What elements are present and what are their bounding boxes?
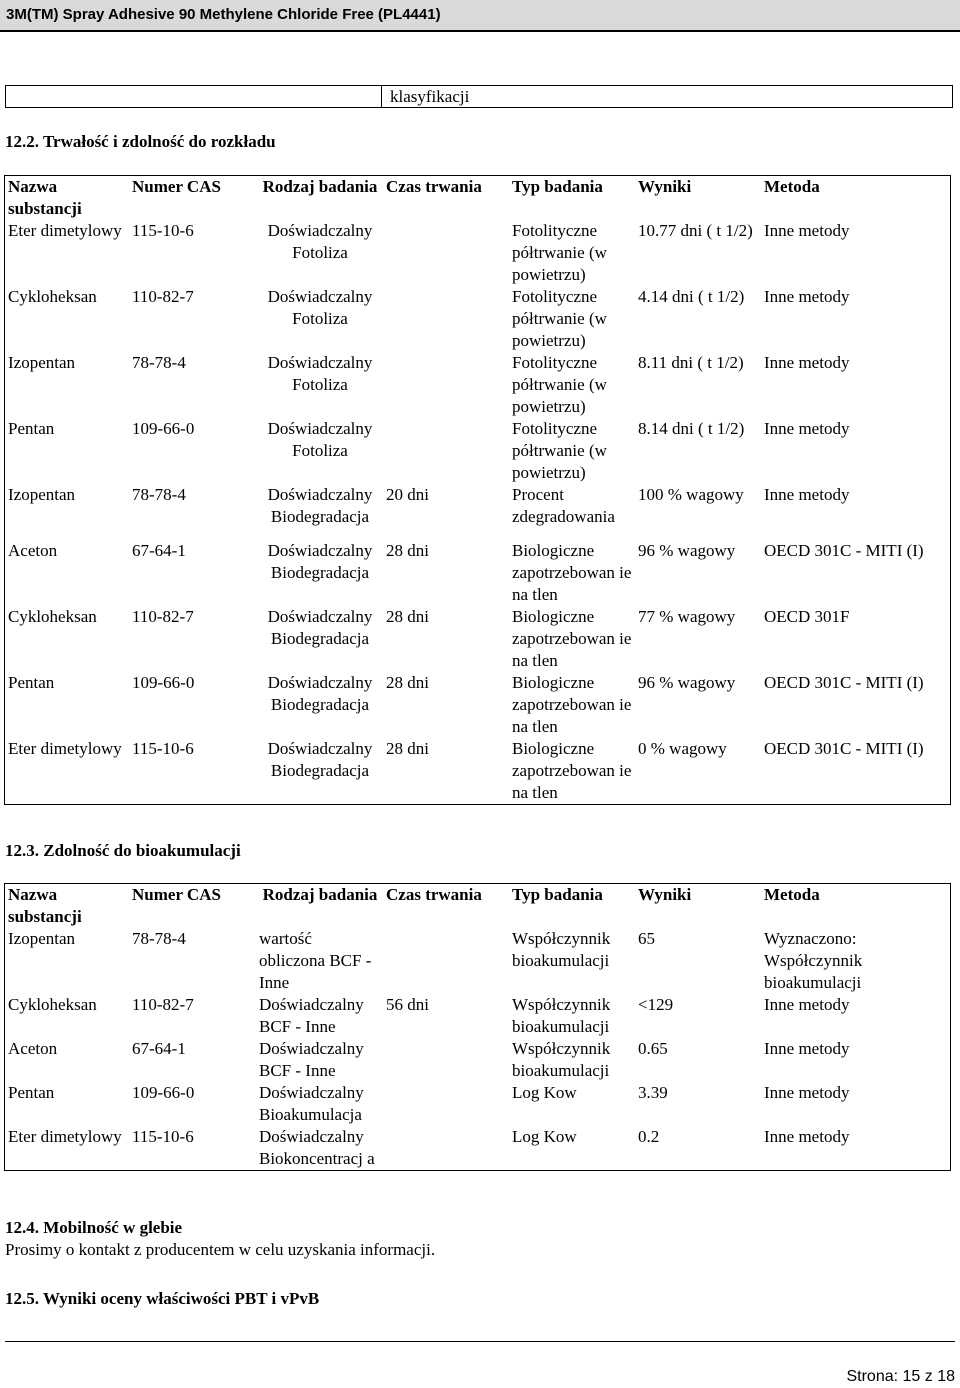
column-header: Czas trwania (386, 177, 482, 196)
substance-name-cell: Cykloheksan (8, 607, 97, 626)
bioaccumulation-table (4, 883, 951, 1171)
test-type-cell: Procent zdegradowania (512, 485, 615, 526)
substance-name-cell: Izopentan (8, 353, 76, 372)
method-cell: Inne metody (764, 1039, 850, 1058)
method-cell: Inne metody (764, 1127, 850, 1146)
cas-number-cell: 78-78-4 (132, 353, 186, 372)
result-cell: 100 % wagowy (638, 485, 744, 504)
method-cell: OECD 301C - MITI (I) (764, 541, 924, 560)
classification-row-box (5, 85, 953, 108)
degradation-table (4, 175, 951, 805)
cas-number-cell: 110-82-7 (132, 287, 194, 306)
test-type-cell: Współczynnik bioakumulacji (512, 929, 611, 970)
column-header: Rodzaj badania (262, 885, 378, 904)
substance-name-cell: Eter dimetylowy (8, 221, 122, 240)
cas-number-cell: 110-82-7 (132, 995, 194, 1014)
duration-cell: 56 dni (386, 995, 429, 1014)
duration-cell (383, 418, 509, 484)
result-cell: 0 % wagowy (638, 739, 727, 758)
table-row (5, 994, 950, 1038)
result-cell: 3.39 (638, 1083, 668, 1102)
table-row (5, 1126, 950, 1170)
document-header (0, 0, 960, 32)
substance-name-cell: Cykloheksan (8, 287, 97, 306)
test-kind-cell: wartość obliczona BCF - Inne (259, 929, 372, 992)
test-type-cell: Log Kow (512, 1083, 577, 1102)
test-kind-cell: Doświadczalny Biokoncentracj a (259, 1127, 375, 1168)
column-header: Rodzaj badania (262, 177, 378, 196)
table-row (5, 352, 950, 418)
substance-name-cell: Pentan (8, 419, 55, 438)
cas-number-cell: 67-64-1 (132, 1039, 186, 1058)
cas-number-cell: 110-82-7 (132, 607, 194, 626)
method-cell: Inne metody (764, 287, 850, 306)
table-row (5, 928, 950, 994)
table-row (5, 286, 950, 352)
page-number: Strona: 15 z 18 (846, 1368, 955, 1385)
method-cell: OECD 301F (764, 607, 850, 626)
substance-name-cell: Aceton (8, 541, 58, 560)
table-row (5, 1082, 950, 1126)
duration-cell (383, 220, 509, 286)
test-kind-cell: Doświadczalny Bioakumulacja (259, 1083, 364, 1124)
result-cell: 0.65 (638, 1039, 668, 1058)
duration-cell (383, 1082, 509, 1126)
test-kind-cell: Doświadczalny Biodegradacja (267, 607, 373, 648)
table-row (5, 738, 950, 804)
column-header: Nazwa substancji (8, 885, 82, 926)
table-row (5, 484, 950, 528)
method-cell: Inne metody (764, 485, 850, 504)
test-kind-cell: Doświadczalny Fotoliza (267, 221, 373, 262)
method-cell: Inne metody (764, 995, 850, 1014)
cas-number-cell: 109-66-0 (132, 419, 195, 438)
cas-number-cell: 78-78-4 (132, 929, 186, 948)
substance-name-cell: Aceton (8, 1039, 58, 1058)
cas-number-cell: 115-10-6 (132, 1127, 194, 1146)
test-type-cell: Biologiczne zapotrzebowan ie na tlen (512, 673, 632, 736)
cas-number-cell: 109-66-0 (132, 1083, 195, 1102)
duration-cell (383, 1126, 509, 1170)
test-type-cell: Fotolityczne półtrwanie (w powietrzu) (512, 287, 607, 350)
substance-name-cell: Pentan (8, 673, 55, 692)
cas-number-cell: 67-64-1 (132, 541, 186, 560)
method-cell: Wyznaczono: Współczynnik bioakumulacji (764, 929, 863, 992)
section-12-3-heading: 12.3. Zdolność do bioakumulacji (5, 841, 241, 860)
result-cell: 0.2 (638, 1127, 660, 1146)
substance-name-cell: Eter dimetylowy (8, 1127, 122, 1146)
duration-cell: 28 dni (386, 607, 429, 626)
column-header: Wyniki (638, 177, 692, 196)
test-type-cell: Fotolityczne półtrwanie (w powietrzu) (512, 221, 607, 284)
test-type-cell: Fotolityczne półtrwanie (w powietrzu) (512, 419, 607, 482)
result-cell: 8.14 dni ( t 1/2) (638, 419, 745, 438)
method-cell: Inne metody (764, 353, 850, 372)
method-cell: OECD 301C - MITI (I) (764, 739, 924, 758)
table-row (5, 220, 950, 286)
test-type-cell: Współczynnik bioakumulacji (512, 995, 611, 1036)
duration-cell (383, 1038, 509, 1082)
method-cell: Inne metody (764, 419, 850, 438)
result-cell: 10.77 dni ( t 1/2) (638, 221, 753, 240)
test-type-cell: Biologiczne zapotrzebowan ie na tlen (512, 739, 632, 802)
table-row (5, 540, 950, 606)
duration-cell: 28 dni (386, 673, 429, 692)
cas-number-cell: 115-10-6 (132, 739, 194, 758)
result-cell: 77 % wagowy (638, 607, 736, 626)
cas-number-cell: 78-78-4 (132, 485, 186, 504)
substance-name-cell: Izopentan (8, 929, 76, 948)
test-kind-cell: Doświadczalny BCF - Inne (259, 995, 364, 1036)
column-header: Numer CAS (132, 177, 221, 196)
result-cell: 4.14 dni ( t 1/2) (638, 287, 745, 306)
column-header: Wyniki (638, 885, 692, 904)
column-header: Metoda (764, 177, 820, 196)
duration-cell (383, 286, 509, 352)
column-header: Nazwa substancji (8, 177, 82, 218)
substance-name-cell: Izopentan (8, 485, 76, 504)
test-type-cell: Biologiczne zapotrzebowan ie na tlen (512, 541, 632, 604)
substance-name-cell: Eter dimetylowy (8, 739, 122, 758)
result-cell: 8.11 dni ( t 1/2) (638, 353, 744, 372)
column-header: Numer CAS (132, 885, 221, 904)
duration-cell: 20 dni (386, 485, 429, 504)
section-12-2-heading: 12.2. Trwałość i zdolność do rozkładu (5, 132, 276, 151)
test-kind-cell: Doświadczalny Fotoliza (267, 287, 373, 328)
footer-divider (5, 1341, 955, 1342)
test-kind-cell: Doświadczalny Biodegradacja (267, 739, 373, 780)
test-kind-cell: Doświadczalny BCF - Inne (259, 1039, 364, 1080)
duration-cell: 28 dni (386, 739, 429, 758)
section-12-5-heading: 12.5. Wyniki oceny właściwości PBT i vPvB (5, 1289, 320, 1308)
table-row (5, 1038, 950, 1082)
document-title: 3M(TM) Spray Adhesive 90 Methylene Chloride Free (PL4441) (6, 6, 441, 23)
table-header-row (5, 884, 950, 928)
table-header-row (5, 176, 950, 220)
result-cell: <129 (638, 995, 674, 1014)
cas-number-cell: 115-10-6 (132, 221, 194, 240)
column-header: Typ badania (512, 177, 603, 196)
method-cell: Inne metody (764, 1083, 850, 1102)
test-type-cell: Log Kow (512, 1127, 577, 1146)
test-kind-cell: Doświadczalny Biodegradacja (267, 485, 373, 526)
test-kind-cell: Doświadczalny Fotoliza (267, 419, 373, 460)
column-header: Czas trwania (386, 885, 482, 904)
classification-label: klasyfikacji (381, 86, 960, 107)
test-kind-cell: Doświadczalny Biodegradacja (267, 541, 373, 582)
result-cell: 65 (638, 929, 655, 948)
cas-number-cell: 109-66-0 (132, 673, 195, 692)
method-cell: Inne metody (764, 221, 850, 240)
test-type-cell: Współczynnik bioakumulacji (512, 1039, 611, 1080)
section-12-4-text: Prosimy o kontakt z producentem w celu uzyskania informacji. (5, 1240, 436, 1259)
table-row (5, 418, 950, 484)
table-row (5, 672, 950, 738)
duration-cell: 28 dni (386, 541, 429, 560)
duration-cell (383, 928, 509, 994)
test-type-cell: Biologiczne zapotrzebowan ie na tlen (512, 607, 632, 670)
section-12-4-heading: 12.4. Mobilność w glebie (5, 1218, 183, 1237)
column-header: Typ badania (512, 885, 603, 904)
test-kind-cell: Doświadczalny Biodegradacja (267, 673, 373, 714)
table-row (5, 606, 950, 672)
test-type-cell: Fotolityczne półtrwanie (w powietrzu) (512, 353, 607, 416)
duration-cell (383, 352, 509, 418)
test-kind-cell: Doświadczalny Fotoliza (267, 353, 373, 394)
substance-name-cell: Pentan (8, 1083, 55, 1102)
row-spacer (5, 528, 950, 540)
result-cell: 96 % wagowy (638, 673, 736, 692)
method-cell: OECD 301C - MITI (I) (764, 673, 924, 692)
substance-name-cell: Cykloheksan (8, 995, 97, 1014)
column-header: Metoda (764, 885, 820, 904)
result-cell: 96 % wagowy (638, 541, 736, 560)
